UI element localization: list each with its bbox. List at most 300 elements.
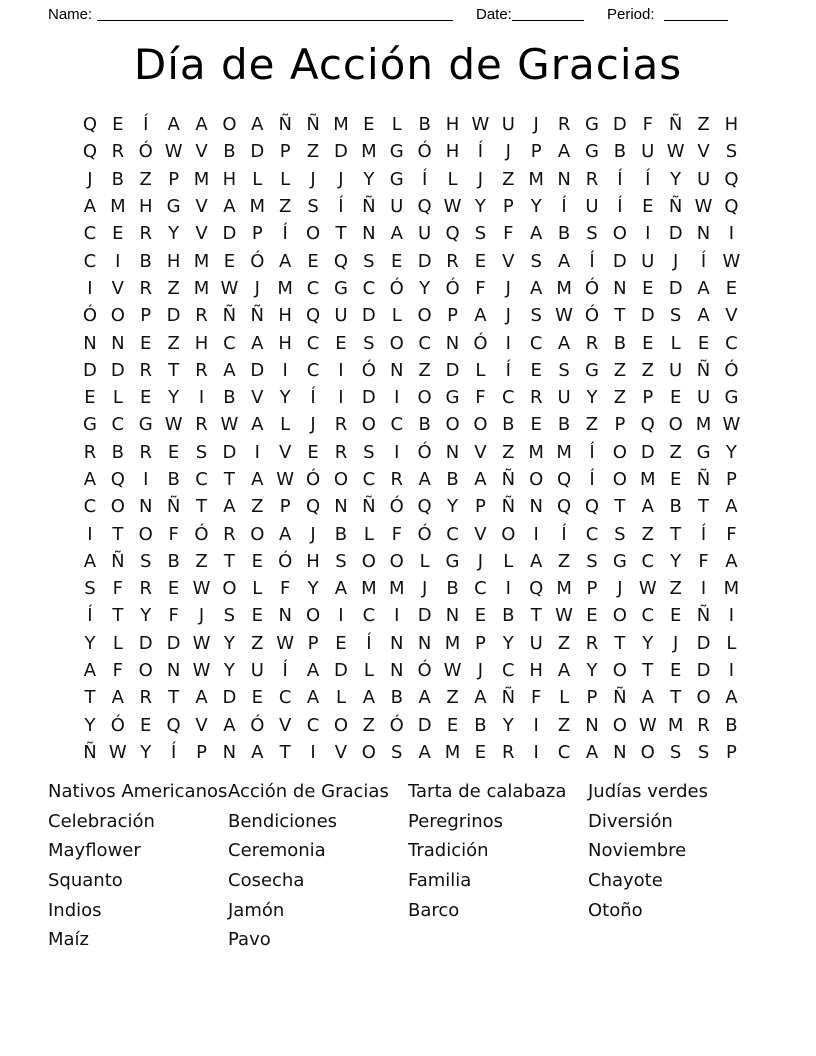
- grid-letter: Y: [530, 196, 542, 218]
- grid-letter: G: [389, 168, 404, 190]
- grid-letter: Í: [421, 168, 428, 190]
- grid-letter: C: [83, 223, 97, 245]
- word-list-item: Acción de Gracias: [228, 781, 389, 802]
- grid-row: [76, 712, 746, 739]
- grid-letter: Ó: [417, 441, 432, 463]
- grid-letter: F: [112, 578, 124, 600]
- grid-letter: Z: [251, 496, 264, 518]
- grid-letter: Í: [617, 196, 623, 218]
- grid-letter: R: [502, 741, 515, 763]
- grid-letter: C: [502, 660, 515, 682]
- grid-letter: E: [669, 387, 682, 409]
- grid-letter: N: [138, 496, 153, 518]
- grid-letter: F: [642, 114, 653, 136]
- grid-letter: A: [530, 550, 543, 572]
- grid-letter: W: [276, 469, 295, 490]
- grid-letter: R: [195, 305, 208, 327]
- grid-letter: G: [445, 550, 460, 572]
- grid-letter: Ñ: [278, 114, 292, 136]
- grid-letter: J: [533, 114, 539, 136]
- grid-letter: Í: [477, 141, 484, 163]
- grid-letter: O: [473, 414, 488, 436]
- grid-letter: R: [223, 523, 236, 545]
- grid-letter: C: [474, 578, 487, 600]
- grid-letter: U: [418, 223, 432, 245]
- grid-letter: W: [192, 578, 211, 600]
- grid-letter: L: [559, 687, 570, 709]
- grid-letter: R: [697, 714, 710, 736]
- grid-letter: A: [474, 469, 487, 490]
- grid-letter: C: [502, 387, 515, 409]
- grid-letter: H: [166, 250, 181, 272]
- grid-letter: E: [391, 250, 403, 272]
- grid-letter: E: [642, 196, 654, 218]
- grid-letter: Y: [502, 714, 514, 736]
- grid-letter: R: [139, 223, 152, 245]
- grid-letter: A: [251, 114, 264, 136]
- grid-letter: R: [139, 359, 152, 381]
- grid-letter: B: [474, 714, 487, 736]
- grid-letter: W: [108, 741, 127, 763]
- grid-row: [76, 466, 746, 493]
- grid-letter: G: [585, 359, 599, 381]
- grid-letter: Ñ: [83, 741, 97, 763]
- grid-letter: D: [417, 250, 432, 272]
- word-list-item: Bendiciones: [228, 810, 338, 832]
- grid-letter: L: [112, 387, 123, 409]
- word-list-item: Barco: [408, 899, 460, 921]
- grid-letter: P: [726, 469, 737, 490]
- grid-letter: R: [585, 332, 599, 354]
- grid-letter: Y: [502, 632, 514, 654]
- grid-letter: O: [333, 714, 349, 736]
- grid-letter: S: [223, 605, 236, 627]
- grid-letter: J: [505, 277, 511, 299]
- grid-letter: L: [391, 305, 402, 327]
- grid-letter: N: [390, 359, 404, 381]
- grid-letter: Ó: [389, 277, 404, 299]
- grid-letter: A: [83, 550, 97, 572]
- grid-row: [76, 357, 746, 384]
- grid-row: [76, 493, 746, 520]
- word-list-item: Peregrinos: [408, 810, 503, 832]
- grid-letter: J: [477, 550, 484, 572]
- grid-letter: A: [334, 578, 348, 600]
- grid-letter: A: [697, 305, 710, 327]
- grid-letter: D: [640, 441, 655, 463]
- grid-letter: D: [361, 387, 376, 409]
- grid-letter: J: [310, 414, 316, 436]
- grid-letter: T: [84, 687, 96, 709]
- grid-letter: W: [276, 632, 295, 654]
- grid-letter: R: [195, 414, 208, 436]
- grid-letter: D: [696, 660, 711, 682]
- grid-letter: A: [251, 741, 264, 763]
- grid-letter: O: [222, 114, 237, 136]
- grid-letter: A: [111, 687, 124, 709]
- grid-letter: Z: [167, 332, 180, 354]
- grid-letter: A: [251, 414, 264, 436]
- grid-letter: I: [143, 469, 149, 490]
- grid-letter: Y: [474, 196, 486, 218]
- grid-letter: F: [698, 550, 709, 572]
- grid-letter: V: [474, 441, 487, 463]
- grid-letter: Ó: [445, 277, 460, 299]
- grid-letter: E: [697, 332, 710, 354]
- grid-letter: G: [166, 196, 181, 218]
- grid-letter: Y: [223, 632, 235, 654]
- grid-letter: U: [250, 660, 264, 682]
- grid-letter: Í: [561, 196, 567, 218]
- grid-letter: M: [249, 196, 266, 218]
- grid-letter: S: [335, 550, 347, 572]
- grid-letter: C: [306, 359, 320, 381]
- grid-letter: M: [361, 578, 377, 600]
- grid-letter: R: [139, 687, 152, 709]
- grid-letter: E: [84, 387, 96, 409]
- word-list-item: Squanto: [48, 870, 123, 892]
- grid-letter: O: [138, 523, 153, 545]
- grid-letter: N: [390, 660, 404, 682]
- grid-letter: S: [586, 550, 598, 572]
- grid-letter: S: [586, 223, 598, 245]
- grid-letter: M: [723, 578, 740, 600]
- grid-letter: M: [388, 578, 405, 600]
- grid-letter: Z: [613, 387, 627, 409]
- grid-letter: M: [556, 441, 572, 463]
- grid-letter: G: [445, 387, 460, 409]
- grid-letter: P: [474, 496, 486, 518]
- grid-letter: C: [390, 414, 404, 436]
- grid-letter: C: [362, 469, 376, 490]
- word-list-item: Diversión: [588, 810, 673, 832]
- grid-letter: O: [612, 605, 627, 627]
- word-list-item: Chayote: [588, 870, 663, 892]
- grid-letter: A: [362, 687, 376, 709]
- grid-letter: T: [614, 305, 626, 327]
- grid-letter: Y: [419, 277, 431, 299]
- grid-letter: Ó: [250, 250, 265, 272]
- grid-letter: E: [167, 578, 180, 600]
- grid-letter: N: [390, 632, 404, 654]
- grid-letter: A: [306, 687, 320, 709]
- grid-letter: P: [279, 141, 291, 163]
- grid-letter: A: [641, 496, 654, 518]
- word-list-item: Familia: [408, 870, 472, 892]
- grid-letter: I: [115, 250, 121, 272]
- grid-letter: G: [82, 414, 97, 436]
- grid-letter: L: [280, 168, 291, 190]
- grid-letter: P: [279, 496, 291, 518]
- grid-letter: I: [533, 714, 539, 736]
- grid-letter: E: [223, 250, 236, 272]
- grid-letter: A: [223, 496, 236, 518]
- grid-letter: M: [667, 714, 684, 736]
- grid-letter: J: [254, 277, 260, 299]
- grid-letter: O: [696, 687, 711, 709]
- grid-letter: W: [220, 414, 239, 436]
- grid-letter: C: [362, 605, 376, 627]
- grid-letter: A: [530, 277, 543, 299]
- grid-letter: N: [334, 496, 348, 518]
- grid-letter: G: [585, 114, 599, 136]
- grid-letter: S: [558, 359, 570, 381]
- grid-letter: G: [612, 550, 627, 572]
- grid-letter: N: [529, 496, 543, 518]
- grid-letter: A: [418, 469, 431, 490]
- grid-letter: V: [279, 441, 292, 463]
- grid-letter: E: [725, 277, 738, 299]
- grid-row: [76, 684, 746, 711]
- grid-letter: R: [139, 277, 152, 299]
- grid-letter: E: [335, 332, 347, 354]
- grid-letter: F: [391, 523, 402, 545]
- grid-letter: S: [363, 250, 375, 272]
- grid-letter: O: [612, 223, 627, 245]
- grid-letter: D: [334, 141, 348, 163]
- grid-letter: I: [728, 223, 735, 245]
- grid-letter: Ñ: [166, 496, 181, 518]
- grid-letter: M: [333, 114, 349, 136]
- grid-row: [76, 275, 746, 302]
- grid-letter: D: [612, 114, 627, 136]
- grid-letter: Í: [589, 469, 595, 490]
- grid-letter: P: [307, 632, 319, 654]
- grid-letter: P: [642, 387, 654, 409]
- grid-letter: H: [306, 550, 320, 572]
- grid-letter: F: [112, 660, 124, 682]
- grid-letter: I: [282, 359, 288, 381]
- grid-letter: Y: [307, 578, 319, 600]
- grid-letter: A: [83, 469, 97, 490]
- grid-letter: Y: [168, 223, 180, 245]
- grid-letter: A: [251, 332, 264, 354]
- grid-letter: G: [333, 277, 348, 299]
- grid-letter: W: [555, 305, 573, 327]
- grid-letter: E: [474, 605, 487, 627]
- grid-letter: Z: [641, 359, 654, 381]
- grid-letter: D: [334, 660, 348, 682]
- grid-letter: L: [419, 550, 430, 572]
- grid-letter: Q: [82, 114, 98, 136]
- grid-letter: L: [391, 114, 402, 136]
- grid-letter: H: [445, 141, 460, 163]
- grid-letter: W: [694, 196, 713, 218]
- grid-letter: A: [223, 359, 236, 381]
- grid-letter: E: [363, 114, 375, 136]
- grid-letter: T: [530, 605, 542, 627]
- grid-letter: Q: [445, 223, 460, 245]
- grid-letter: W: [722, 414, 741, 436]
- grid-letter: N: [613, 277, 627, 299]
- grid-letter: J: [421, 578, 428, 600]
- grid-letter: Ñ: [250, 305, 265, 327]
- grid-letter: R: [139, 441, 152, 463]
- grid-letter: E: [112, 114, 124, 136]
- grid-letter: F: [168, 605, 179, 627]
- grid-letter: A: [279, 250, 292, 272]
- grid-letter: U: [669, 359, 683, 381]
- grid-letter: V: [474, 523, 487, 545]
- grid-letter: Z: [251, 632, 264, 654]
- word-list-item: Maíz: [48, 929, 90, 951]
- grid-letter: A: [725, 687, 738, 709]
- word-list: [48, 777, 788, 967]
- grid-letter: O: [110, 305, 125, 327]
- grid-letter: E: [251, 687, 263, 709]
- grid-letter: I: [394, 387, 400, 409]
- grid-letter: C: [306, 714, 320, 736]
- grid-letter: J: [672, 632, 679, 654]
- grid-letter: O: [389, 550, 404, 572]
- grid-letter: B: [334, 523, 348, 545]
- grid-letter: H: [529, 660, 543, 682]
- grid-letter: Z: [195, 550, 208, 572]
- grid-letter: I: [700, 578, 707, 600]
- grid-letter: C: [529, 332, 543, 354]
- grid-letter: Ó: [584, 277, 600, 299]
- grid-letter: Q: [724, 196, 739, 218]
- grid-letter: J: [310, 523, 316, 545]
- grid-letter: C: [223, 332, 236, 354]
- grid-letter: B: [111, 441, 125, 463]
- word-list-item: Cosecha: [228, 870, 305, 892]
- grid-letter: D: [166, 305, 181, 327]
- grid-letter: S: [363, 332, 375, 354]
- grid-letter: A: [557, 660, 571, 682]
- grid-letter: A: [251, 469, 264, 490]
- grid-letter: W: [220, 277, 239, 299]
- grid-letter: I: [338, 605, 344, 627]
- grid-letter: B: [613, 332, 627, 354]
- grid-letter: M: [193, 250, 210, 272]
- grid-letter: S: [307, 196, 319, 218]
- grid-letter: T: [614, 632, 626, 654]
- grid-letter: E: [669, 469, 682, 490]
- grid-letter: Q: [640, 414, 655, 436]
- grid-letter: P: [502, 196, 514, 218]
- grid-letter: M: [110, 196, 126, 218]
- grid-letter: M: [528, 168, 544, 190]
- grid-letter: D: [417, 714, 432, 736]
- grid-letter: T: [223, 469, 235, 490]
- grid-letter: T: [112, 605, 124, 627]
- grid-letter: O: [305, 605, 321, 627]
- grid-row: [76, 111, 746, 138]
- grid-letter: F: [168, 523, 179, 545]
- grid-letter: M: [639, 469, 656, 490]
- grid-letter: E: [140, 714, 152, 736]
- grid-letter: T: [670, 523, 682, 545]
- grid-letter: O: [305, 223, 321, 245]
- word-list-item: Indios: [48, 899, 102, 921]
- grid-letter: P: [251, 223, 263, 245]
- grid-letter: Q: [557, 469, 572, 490]
- grid-letter: T: [670, 687, 682, 709]
- grid-letter: N: [111, 332, 125, 354]
- grid-letter: D: [361, 305, 376, 327]
- grid-letter: T: [642, 660, 654, 682]
- grid-letter: W: [192, 660, 211, 682]
- grid-letter: I: [533, 741, 539, 763]
- grid-letter: Z: [641, 523, 654, 545]
- grid-letter: Ó: [305, 469, 321, 490]
- grid-letter: Í: [505, 359, 511, 381]
- grid-row: [76, 411, 746, 438]
- word-list-item: Mayflower: [48, 840, 141, 862]
- grid-letter: B: [111, 168, 125, 190]
- grid-letter: C: [362, 277, 376, 299]
- grid-letter: N: [585, 714, 599, 736]
- grid-letter: Z: [669, 441, 682, 463]
- grid-letter: N: [557, 168, 571, 190]
- grid-letter: D: [250, 359, 265, 381]
- grid-letter: T: [335, 223, 347, 245]
- grid-letter: O: [110, 496, 125, 518]
- grid-row: [76, 520, 746, 547]
- grid-letter: Z: [167, 277, 180, 299]
- grid-letter: Q: [417, 196, 432, 218]
- grid-letter: Y: [642, 632, 654, 654]
- grid-letter: Ñ: [222, 305, 237, 327]
- grid-letter: L: [447, 168, 458, 190]
- grid-letter: D: [83, 359, 97, 381]
- grid-letter: V: [251, 387, 264, 409]
- grid-letter: Í: [700, 523, 707, 545]
- grid-letter: A: [725, 550, 738, 572]
- grid-letter: Z: [418, 359, 431, 381]
- grid-letter: Z: [279, 196, 292, 218]
- word-list-item: Tarta de calabaza: [408, 781, 567, 802]
- word-list-item: Nativos Americanos: [48, 781, 228, 802]
- grid-letter: D: [110, 359, 125, 381]
- grid-letter: Y: [725, 441, 737, 463]
- grid-letter: W: [638, 714, 657, 736]
- grid-letter: S: [195, 441, 208, 463]
- grid-letter: V: [195, 196, 208, 218]
- grid-letter: B: [557, 414, 571, 436]
- grid-letter: Y: [447, 496, 459, 518]
- grid-letter: R: [83, 441, 97, 463]
- grid-letter: Í: [338, 196, 344, 218]
- grid-letter: T: [279, 741, 291, 763]
- grid-row: [76, 439, 746, 466]
- grid-letter: G: [724, 387, 739, 409]
- grid-letter: N: [613, 741, 627, 763]
- grid-letter: A: [306, 660, 320, 682]
- grid-letter: R: [334, 441, 348, 463]
- grid-letter: B: [418, 414, 431, 436]
- grid-letter: J: [310, 168, 316, 190]
- grid-letter: A: [167, 114, 180, 136]
- grid-letter: N: [445, 441, 460, 463]
- grid-letter: S: [614, 523, 626, 545]
- grid-row: [76, 384, 746, 411]
- grid-letter: G: [389, 141, 404, 163]
- grid-letter: E: [530, 414, 542, 436]
- word-list-item: Tradición: [408, 840, 489, 862]
- grid-letter: D: [222, 441, 237, 463]
- grid-letter: E: [474, 741, 487, 763]
- grid-letter: E: [474, 250, 487, 272]
- grid-letter: D: [668, 223, 683, 245]
- grid-letter: I: [728, 660, 735, 682]
- grid-letter: Ñ: [696, 469, 711, 490]
- grid-letter: Ó: [250, 714, 265, 736]
- grid-letter: Ñ: [668, 196, 683, 218]
- grid-letter: D: [417, 605, 432, 627]
- period-label: Period:: [607, 6, 655, 23]
